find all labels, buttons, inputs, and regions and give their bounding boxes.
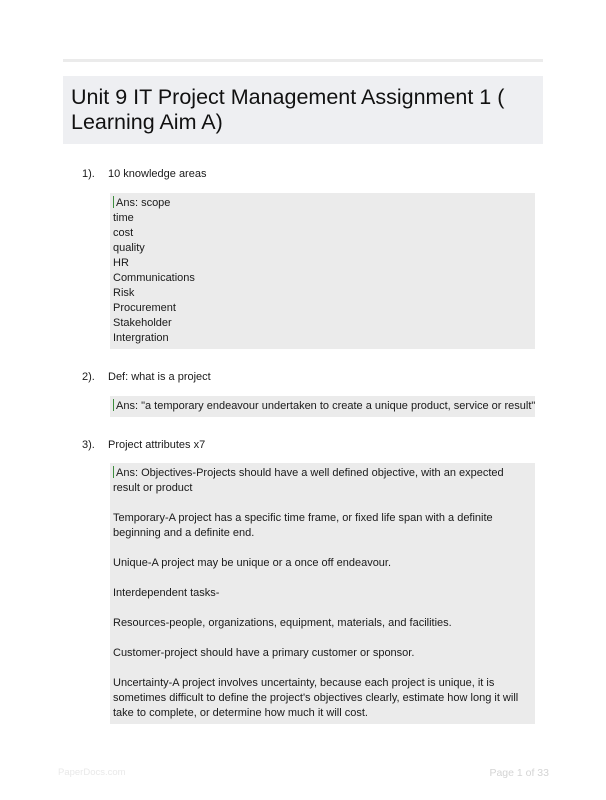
question-number: 3). — [82, 439, 95, 451]
answer-line: Stakeholder — [113, 317, 172, 329]
answer-line: quality — [113, 242, 145, 254]
question-number: 1). — [82, 168, 95, 180]
answer-line: Procurement — [113, 302, 176, 314]
answer-paragraph: Interdependent tasks- — [113, 587, 220, 599]
answer-paragraph: Ans: Objectives-Projects should have a well defined objective, with an expected result or product — [113, 467, 504, 494]
answer-line: Intergration — [113, 332, 169, 344]
footer-watermark: PaperDocs.com — [58, 767, 126, 778]
answer-paragraph: Customer-project should have a primary customer or sponsor. — [113, 647, 415, 659]
question-number: 2). — [82, 371, 95, 383]
text-cursor — [113, 399, 114, 411]
answer-line: Risk — [113, 287, 135, 299]
answer-paragraph: Uncertainty-A project involves uncertainty, because each project is unique, it is sometimes difficult to define the project's objectives clearly, estimate how long it will take to complete, or determine how much it will cost. — [113, 677, 519, 719]
page-indicator: Page 1 of 33 — [489, 767, 549, 779]
answer-paragraph: Unique-A project may be unique or a once off endeavour. — [113, 557, 392, 569]
answer-line: Ans: scope — [113, 196, 532, 211]
question-text: Def: what is a project — [108, 371, 211, 383]
answer-box-2 — [110, 396, 535, 417]
answer-paragraph: Temporary-A project has a specific time frame, or fixed life span with a definite beginning and a definite end. — [113, 512, 493, 539]
title-block — [63, 76, 543, 144]
answer-line: cost — [113, 227, 134, 239]
answer-line: time — [113, 212, 134, 224]
answer-box-3 — [110, 463, 535, 724]
answer-box-1 — [110, 193, 535, 349]
text-cursor — [113, 196, 114, 208]
top-divider — [63, 59, 543, 62]
answer-line: Ans: "a temporary endeavour undertaken to create a unique product, service or result" — [113, 399, 532, 414]
question-text: 10 knowledge areas — [108, 168, 207, 180]
answer-line: Communications — [113, 272, 195, 284]
text-cursor — [113, 466, 114, 478]
answer-line: HR — [113, 257, 129, 269]
answer-paragraph: Resources-people, organizations, equipment, materials, and facilities. — [113, 617, 452, 629]
document-title: Unit 9 IT Project Management Assignment 1 ( Learning Aim A) — [71, 85, 505, 134]
question-text: Project attributes x7 — [108, 439, 206, 451]
